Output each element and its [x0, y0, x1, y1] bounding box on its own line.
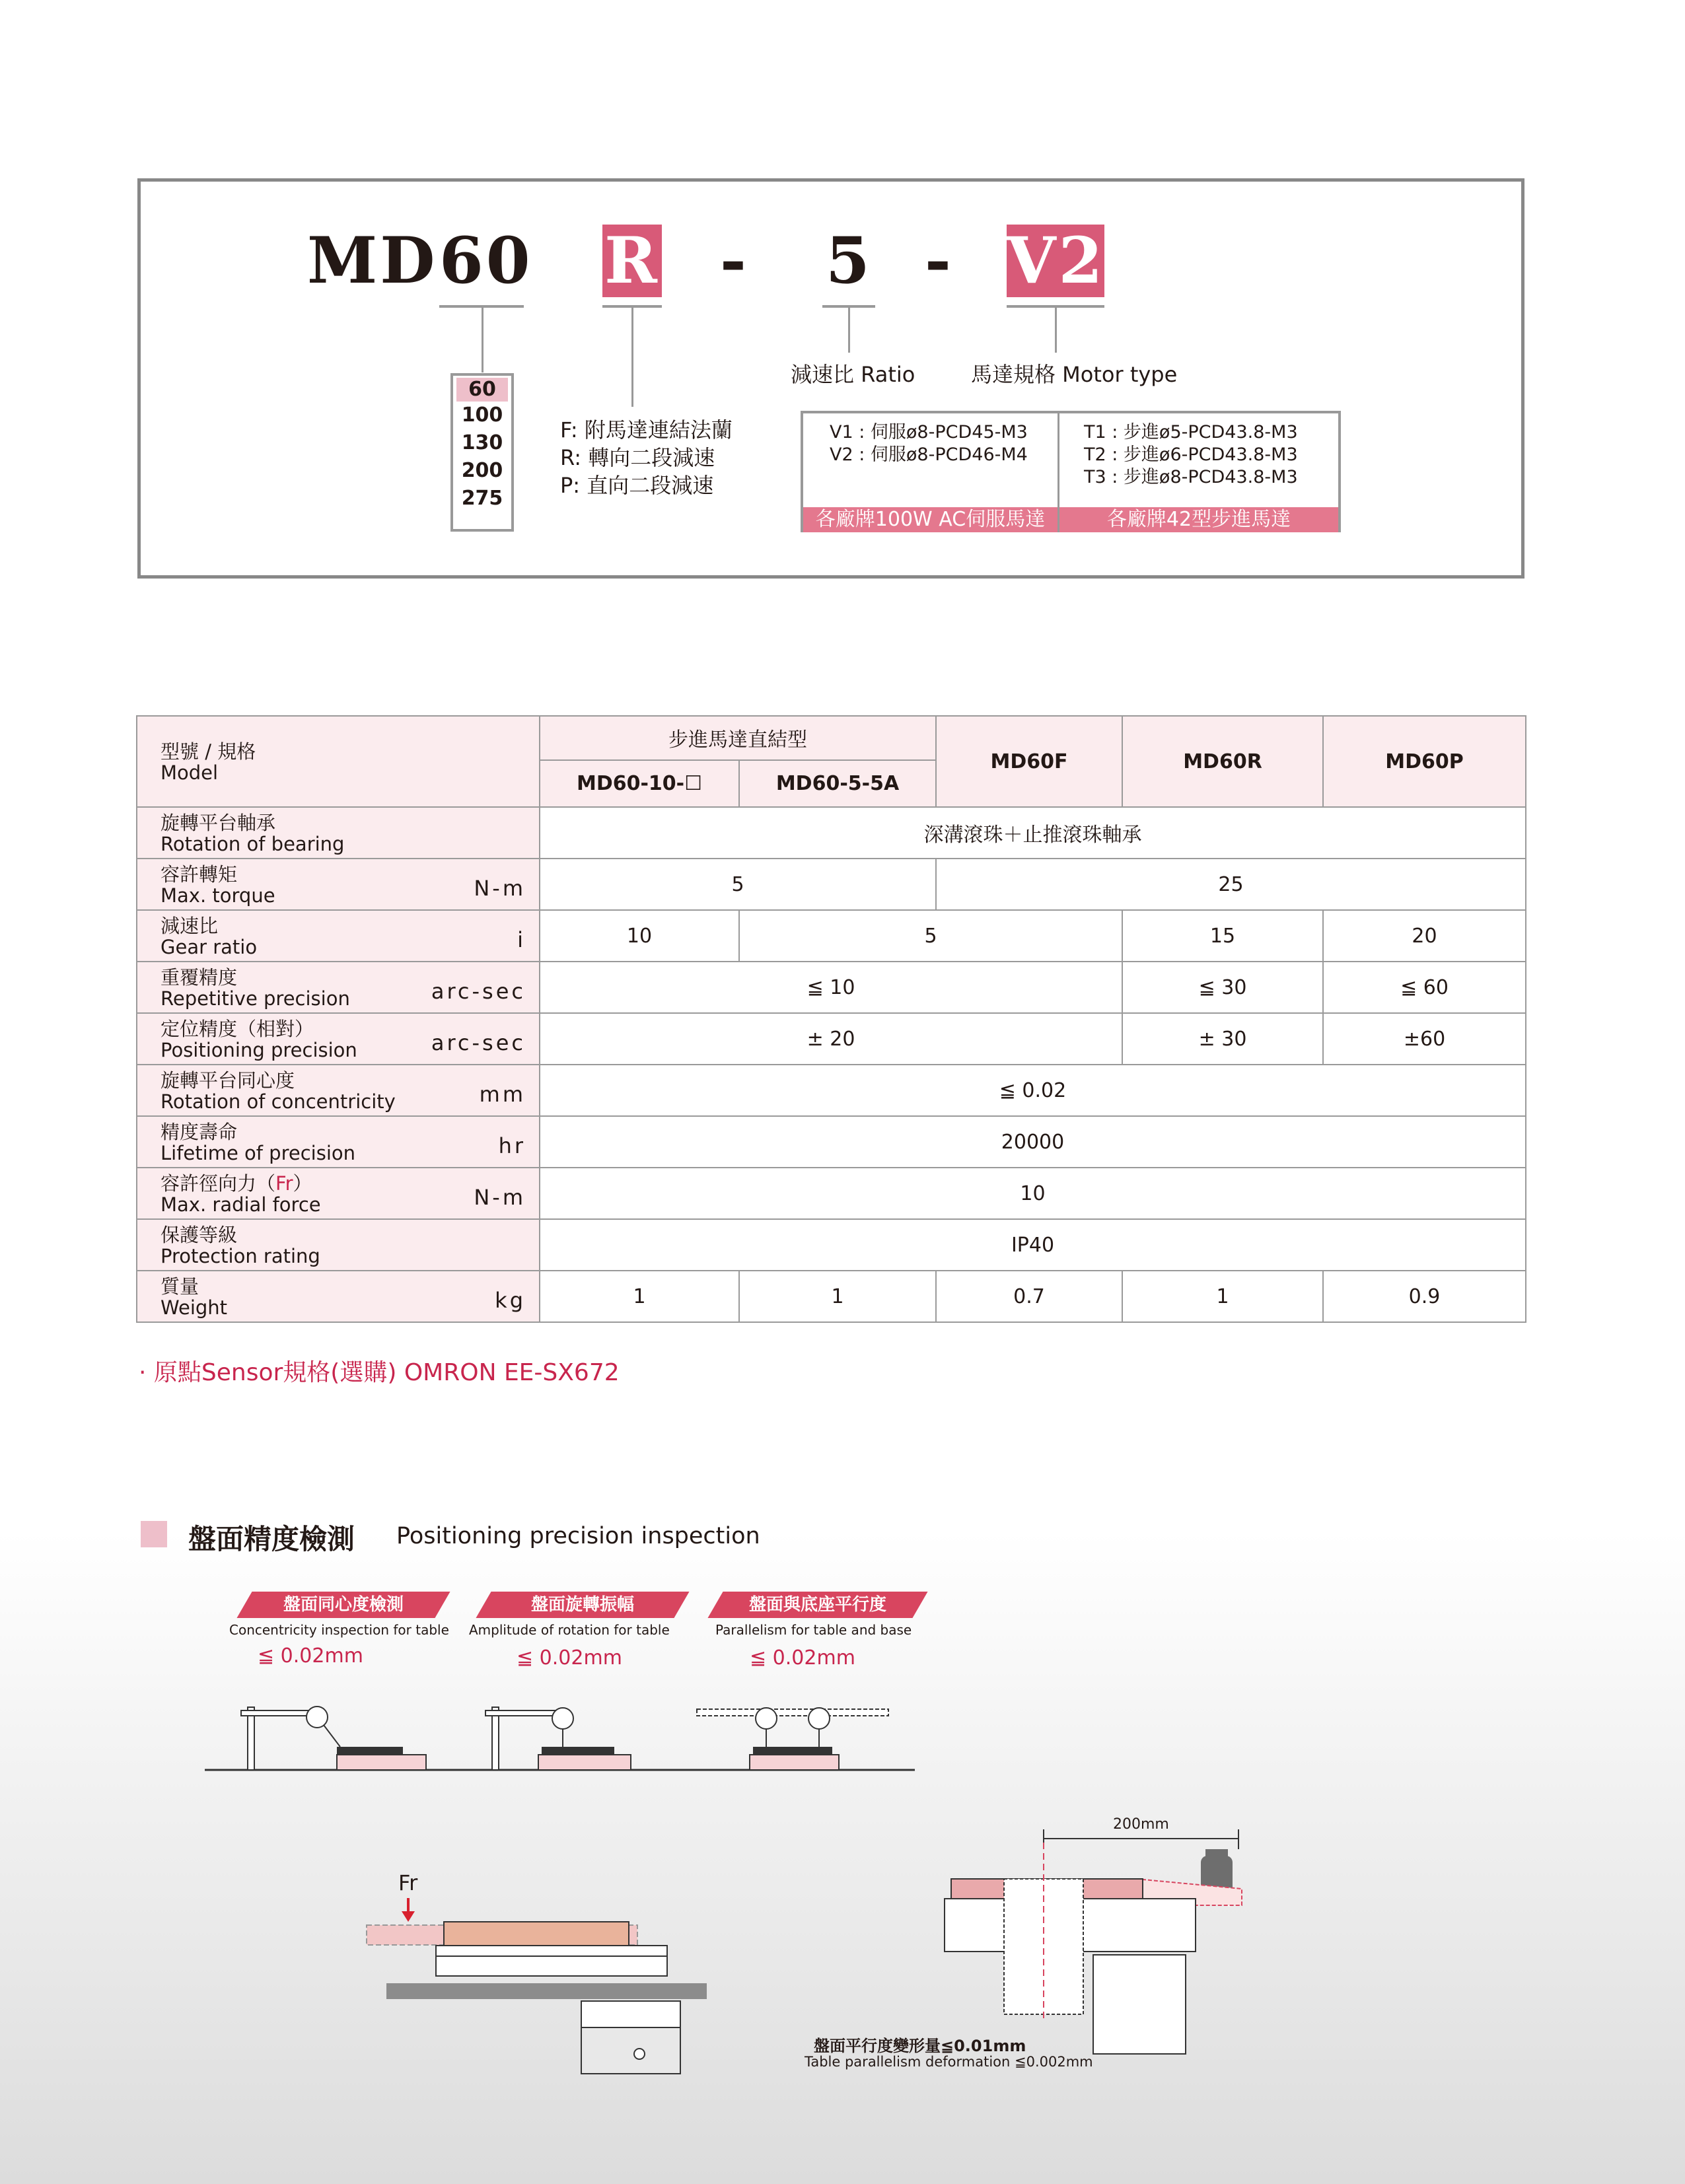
- header-model-en: Model: [161, 761, 219, 784]
- table-cell: 1: [739, 1271, 936, 1322]
- sensor-note: · 原點Sensor規格(選購) OMRON EE-SX672: [139, 1359, 620, 1386]
- stepper-specs: [1084, 421, 1298, 489]
- col-header: MD60-10-☐: [540, 760, 739, 807]
- table-cell: 1: [1122, 1271, 1323, 1322]
- leader-size: [482, 308, 484, 353]
- ratio-label: 減速比 Ratio: [791, 362, 915, 387]
- size-item: 130: [461, 431, 503, 454]
- inspection-setups-illustration: [198, 1691, 925, 1777]
- stepper-spec: T3 : 步進ø8-PCD43.8-M3: [1084, 467, 1298, 487]
- table-cell: IP40: [540, 1219, 1526, 1271]
- inspection-value: ≦ 0.02mm: [258, 1644, 363, 1668]
- code-ratio: 5: [826, 223, 873, 298]
- radial-force-illustration: [357, 1895, 713, 2080]
- header-model-cell: [137, 716, 540, 807]
- table-row: 容許徑向力（Fr） Max. radial force N-m 10: [137, 1168, 1526, 1219]
- size-item: 100: [461, 404, 503, 427]
- distance-label: 200mm: [1113, 1816, 1169, 1833]
- table-row: 減速比 Gear ratio i 10 5 15 20: [137, 910, 1526, 962]
- code-size: 60: [439, 223, 533, 298]
- table-cell: 0.7: [936, 1271, 1122, 1322]
- option-item: F: 附馬達連結法蘭: [560, 417, 733, 442]
- group-header: 步進馬達直結型: [540, 716, 936, 760]
- inspection-tag: 盤面同心度檢測: [236, 1592, 450, 1618]
- table-row: 定位精度（相對） Positioning precision arc-sec ± 20 ± 30 ±60: [137, 1013, 1526, 1065]
- inspection-value: ≦ 0.02mm: [750, 1646, 855, 1670]
- table-cell: ≦ 30: [1122, 962, 1323, 1013]
- table-row: 質量 Weight kg 1 1 0.7 1 0.9: [137, 1271, 1526, 1322]
- option-list: [560, 416, 733, 499]
- inspection-value: ≦ 0.02mm: [517, 1646, 622, 1670]
- inspection-sub: Parallelism for table and base: [715, 1622, 912, 1638]
- table-cell: 5: [540, 859, 936, 910]
- table-cell: 25: [936, 859, 1526, 910]
- table-cell: 15: [1122, 910, 1323, 962]
- code-dash-2: -: [925, 223, 954, 298]
- stepper-spec: T2 : 步進ø6-PCD43.8-M3: [1084, 444, 1298, 465]
- table-row: 容許轉矩 Max. torque N-m 5 25: [137, 859, 1526, 910]
- table-cell: 10: [540, 1168, 1526, 1219]
- size-item: 200: [461, 459, 503, 482]
- motor-type-label: 馬達規格 Motor type: [971, 362, 1178, 387]
- table-cell: ≦ 10: [540, 962, 1122, 1013]
- deformation-en: Table parallelism deformation ≦0.002mm: [805, 2054, 1093, 2070]
- leader-motor: [1055, 308, 1057, 353]
- inspection-tag: 盤面與底座平行度: [707, 1592, 927, 1618]
- table-cell: 深溝滾珠＋止推滾珠軸承: [540, 807, 1526, 859]
- table-cell: 20: [1323, 910, 1526, 962]
- section-subtitle: Positioning precision inspection: [396, 1523, 760, 1549]
- deformation-zh: 盤面平行度變形量≦0.01mm: [814, 2037, 1026, 2055]
- servo-footer: 各廠牌100W AC伺服馬達: [803, 507, 1058, 532]
- table-row: 旋轉平台同心度 Rotation of concentricity mm ≦ 0.02: [137, 1065, 1526, 1116]
- code-prefix: MD: [307, 223, 438, 298]
- servo-spec: V2 : 伺服ø8-PCD46-M4: [830, 444, 1028, 465]
- table-cell: ≦ 0.02: [540, 1065, 1526, 1116]
- spec-table: [136, 715, 1526, 1323]
- motor-spec-box: [801, 411, 1341, 532]
- code-option: R: [602, 225, 662, 297]
- table-row: 重覆精度 Repetitive precision arc-sec ≦ 10 ≦ 30 ≦ 60: [137, 962, 1526, 1013]
- col-header: MD60R: [1122, 716, 1323, 807]
- size-item: 275: [461, 487, 503, 510]
- code-dash-1: -: [720, 223, 749, 298]
- leader-option: [631, 308, 633, 407]
- size-list: [450, 373, 514, 532]
- code-motor: V2: [1007, 223, 1106, 298]
- table-cell: ≦ 60: [1323, 962, 1526, 1013]
- table-cell: 20000: [540, 1116, 1526, 1168]
- fr-label: Fr: [398, 1870, 418, 1895]
- section-title: 盤面精度檢測: [188, 1523, 355, 1555]
- servo-spec: V1 : 伺服ø8-PCD45-M3: [830, 422, 1028, 442]
- col-header: MD60F: [936, 716, 1122, 807]
- col-header: MD60P: [1323, 716, 1526, 807]
- section-marker: [141, 1521, 167, 1547]
- inspection-sub: Amplitude of rotation for table: [469, 1622, 670, 1638]
- option-item: P: 直向二段減速: [560, 473, 714, 498]
- table-row: 旋轉平台軸承 Rotation of bearing 深溝滾珠＋止推滾珠軸承: [137, 807, 1526, 859]
- table-row: 精度壽命 Lifetime of precision hr 20000: [137, 1116, 1526, 1168]
- stepper-footer: 各廠牌42型步進馬達: [1059, 507, 1338, 532]
- table-row: 保護等級 Protection rating IP40: [137, 1219, 1526, 1271]
- size-item: 60: [456, 378, 508, 402]
- table-cell: 5: [739, 910, 1122, 962]
- table-cell: 1: [540, 1271, 739, 1322]
- table-cell: ± 20: [540, 1013, 1122, 1065]
- leader-ratio: [848, 308, 850, 353]
- table-cell: 0.9: [1323, 1271, 1526, 1322]
- inspection-tag: 盤面旋轉振幅: [476, 1592, 689, 1618]
- stepper-spec: T1 : 步進ø5-PCD43.8-M3: [1084, 422, 1298, 442]
- table-cell: ±60: [1323, 1013, 1526, 1065]
- servo-specs: [830, 421, 1028, 466]
- col-header: MD60-5-5A: [739, 760, 936, 807]
- inspection-sub: Concentricity inspection for table: [229, 1622, 449, 1638]
- option-item: R: 轉向二段減速: [560, 445, 715, 470]
- table-cell: ± 30: [1122, 1013, 1323, 1065]
- table-cell: 10: [540, 910, 739, 962]
- header-model-zh: 型號 / 規格: [161, 740, 256, 763]
